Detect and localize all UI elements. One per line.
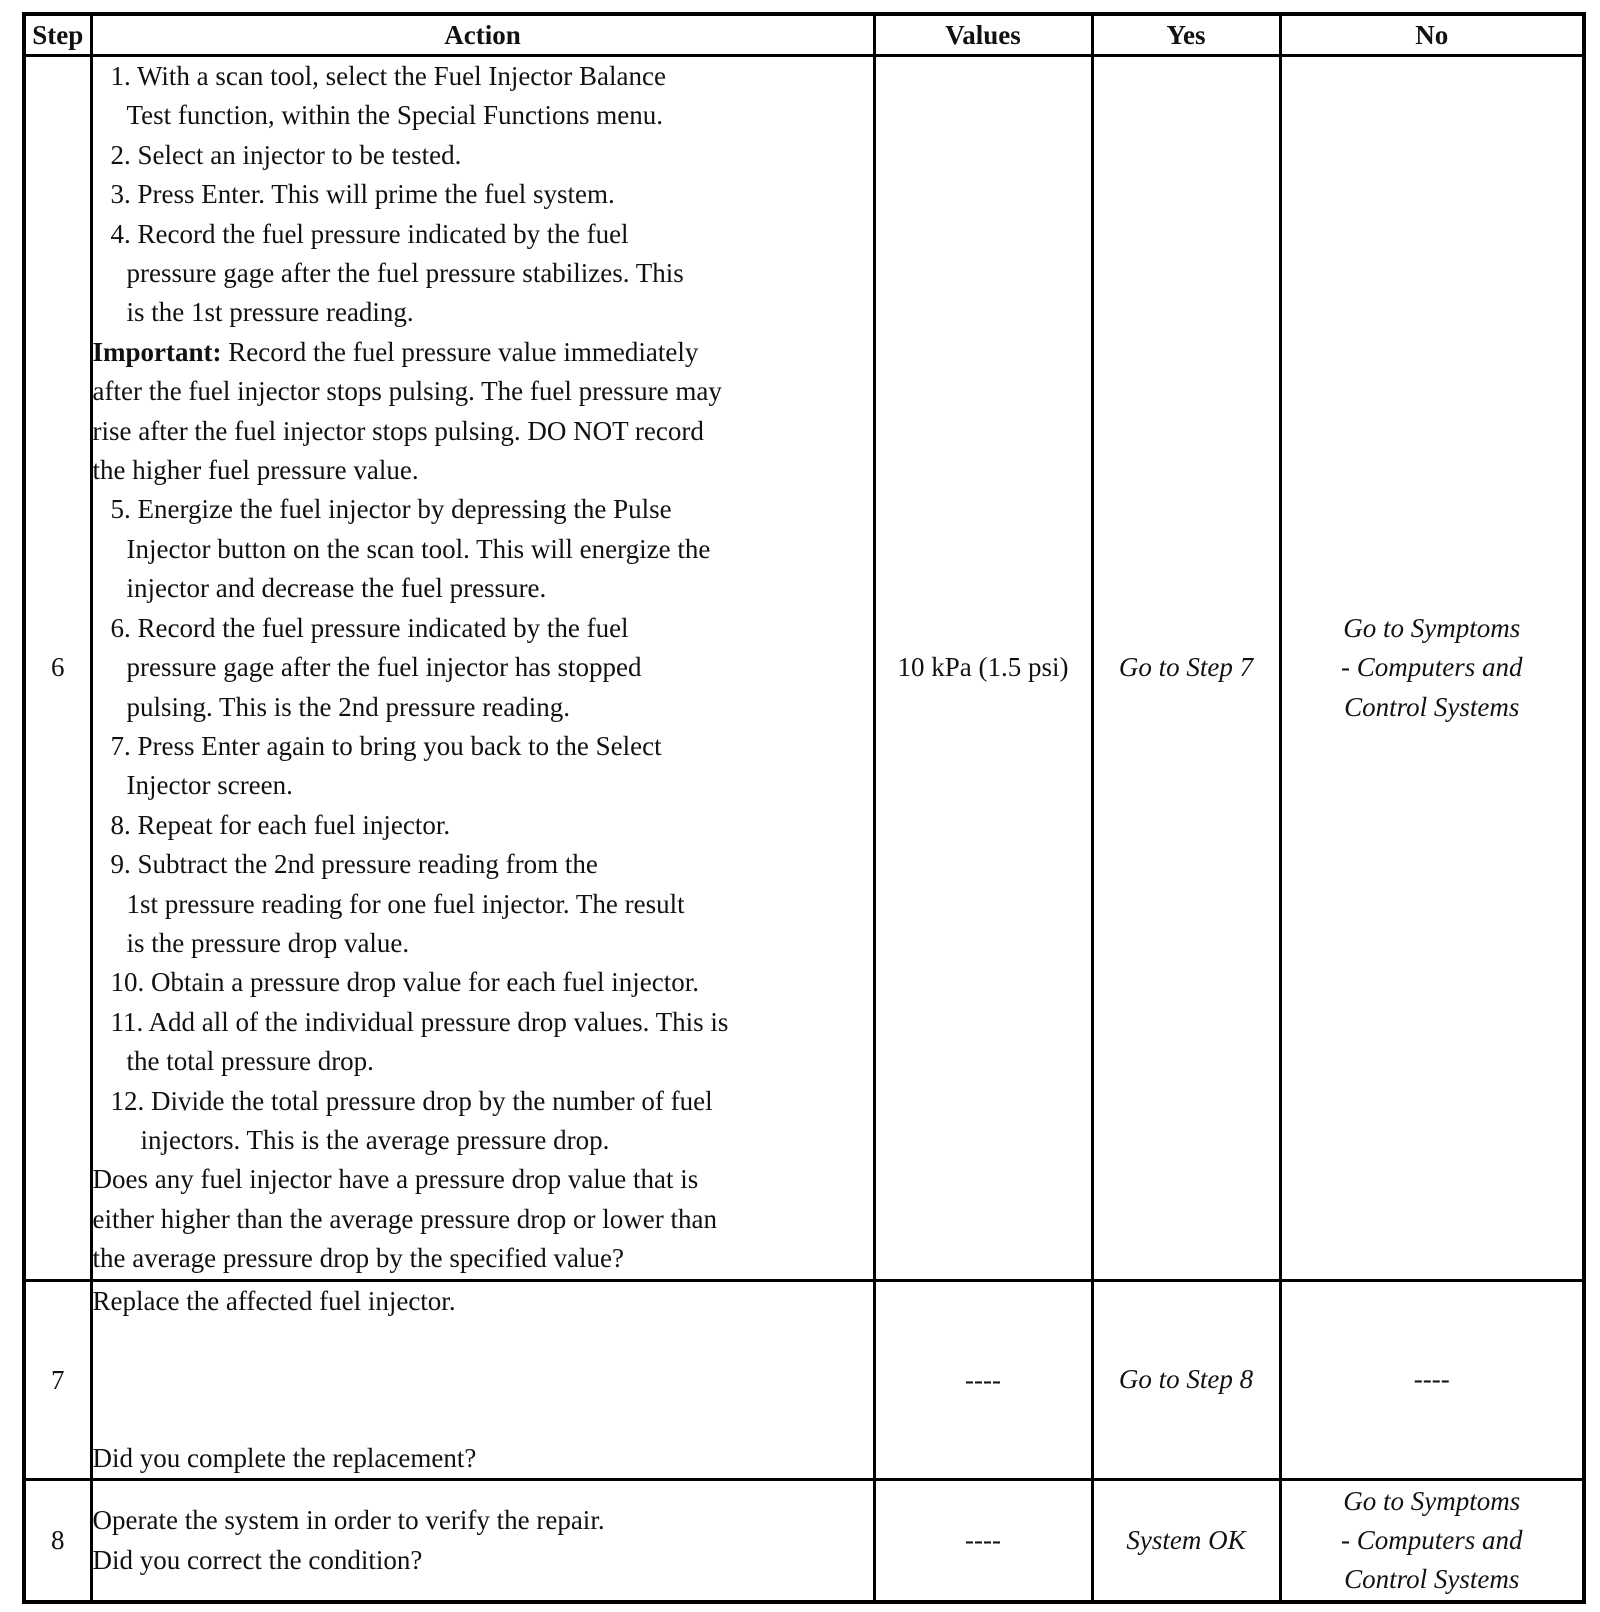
action-line: 12. Divide the total pressure drop by the number of fuel bbox=[110, 1085, 713, 1116]
action-cell bbox=[91, 1480, 874, 1602]
step-number: 6 bbox=[24, 56, 91, 1281]
action-question: Did you correct the condition? bbox=[92, 1544, 423, 1575]
header-no: No bbox=[1280, 14, 1584, 56]
no-cell bbox=[1280, 1480, 1584, 1602]
yes-link[interactable]: Go to Step 8 bbox=[1118, 1364, 1254, 1395]
no-cell: ---- bbox=[1280, 1280, 1584, 1480]
header-values: Values bbox=[874, 14, 1092, 56]
action-line: 7. Press Enter again to bring you back to the Select bbox=[110, 730, 662, 761]
action-line: Injector button on the scan tool. This will energize the bbox=[126, 533, 711, 564]
no-link-line[interactable]: Go to Symptoms bbox=[1343, 612, 1521, 643]
action-question: the average pressure drop by the specified value? bbox=[92, 1243, 625, 1274]
no-cell bbox=[1280, 56, 1584, 1281]
action-line: Test function, within the Special Functions menu. bbox=[126, 100, 664, 131]
action-line: Operate the system in order to verify the repair. bbox=[92, 1505, 605, 1536]
action-line: the total pressure drop. bbox=[126, 1046, 374, 1077]
action-line: pulsing. This is the 2nd pressure reading. bbox=[126, 691, 570, 722]
action-question: either higher than the average pressure drop or lower than bbox=[92, 1203, 717, 1234]
action-line: Injector screen. bbox=[126, 770, 293, 801]
action-line: 3. Press Enter. This will prime the fuel system. bbox=[110, 179, 615, 210]
action-line: after the fuel injector stops pulsing. The fuel pressure may bbox=[92, 376, 722, 407]
value-cell: ---- bbox=[874, 1480, 1092, 1602]
action-line: 1. With a scan tool, select the Fuel Injector Balance bbox=[110, 61, 666, 91]
action-line: pressure gage after the fuel injector has stopped bbox=[126, 652, 642, 683]
action-question: Does any fuel injector have a pressure drop value that is bbox=[92, 1164, 699, 1195]
action-line: Replace the affected fuel injector. bbox=[92, 1285, 456, 1316]
action-line: 8. Repeat for each fuel injector. bbox=[110, 809, 451, 840]
action-line: injectors. This is the average pressure drop. bbox=[140, 1124, 610, 1155]
action-cell bbox=[91, 1280, 874, 1480]
action-line: the higher fuel pressure value. bbox=[92, 455, 419, 486]
step-number: 8 bbox=[24, 1480, 91, 1602]
header-action: Action bbox=[91, 14, 874, 56]
no-link-line[interactable]: - Computers and bbox=[1341, 1525, 1523, 1555]
table-row-step-6 bbox=[24, 56, 1584, 1281]
important-label: Important: bbox=[92, 336, 222, 367]
diagnostic-table bbox=[22, 12, 1586, 1604]
action-question: Did you complete the replacement? bbox=[92, 1443, 477, 1473]
important-text: Record the fuel pressure value immediately bbox=[221, 336, 699, 367]
action-line: 5. Energize the fuel injector by depressing the Pulse bbox=[110, 494, 672, 525]
value-cell: 10 kPa (1.5 psi) bbox=[874, 56, 1092, 1281]
action-line: 6. Record the fuel pressure indicated by the fuel bbox=[110, 612, 629, 643]
header-row bbox=[24, 14, 1584, 56]
yes-cell bbox=[1092, 56, 1280, 1281]
no-link-line[interactable]: Go to Symptoms bbox=[1343, 1485, 1521, 1516]
action-line: 9. Subtract the 2nd pressure reading from the bbox=[110, 849, 598, 880]
table-row-step-7 bbox=[24, 1280, 1584, 1480]
action-line: 1st pressure reading for one fuel injector. The result bbox=[126, 888, 685, 919]
action-cell bbox=[91, 56, 874, 1281]
table-row-step-8 bbox=[24, 1480, 1584, 1602]
yes-link[interactable]: Go to Step 7 bbox=[1118, 652, 1254, 683]
action-line: is the pressure drop value. bbox=[126, 927, 410, 958]
header-yes: Yes bbox=[1092, 14, 1280, 56]
no-link-line[interactable]: Control Systems bbox=[1344, 1564, 1520, 1595]
action-line: pressure gage after the fuel pressure stabilizes. This bbox=[126, 258, 684, 289]
action-line: injector and decrease the fuel pressure. bbox=[126, 573, 547, 604]
no-link-line[interactable]: - Computers and bbox=[1341, 652, 1523, 683]
yes-cell bbox=[1092, 1280, 1280, 1480]
important-note bbox=[93, 333, 873, 372]
yes-link[interactable]: System OK bbox=[1126, 1525, 1246, 1555]
no-link-line[interactable]: Control Systems bbox=[1344, 691, 1520, 722]
header-step: Step bbox=[24, 14, 91, 56]
yes-cell bbox=[1092, 1480, 1280, 1602]
action-line: 11. Add all of the individual pressure drop values. This is bbox=[110, 1006, 729, 1037]
action-line: rise after the fuel injector stops pulsing. DO NOT record bbox=[92, 415, 704, 446]
action-line: 4. Record the fuel pressure indicated by the fuel bbox=[110, 218, 629, 249]
action-line: 10. Obtain a pressure drop value for each fuel injector. bbox=[110, 967, 700, 998]
value-cell: ---- bbox=[874, 1280, 1092, 1480]
action-line: is the 1st pressure reading. bbox=[126, 297, 414, 328]
step-number: 7 bbox=[24, 1280, 91, 1480]
action-line: 2. Select an injector to be tested. bbox=[110, 139, 462, 170]
